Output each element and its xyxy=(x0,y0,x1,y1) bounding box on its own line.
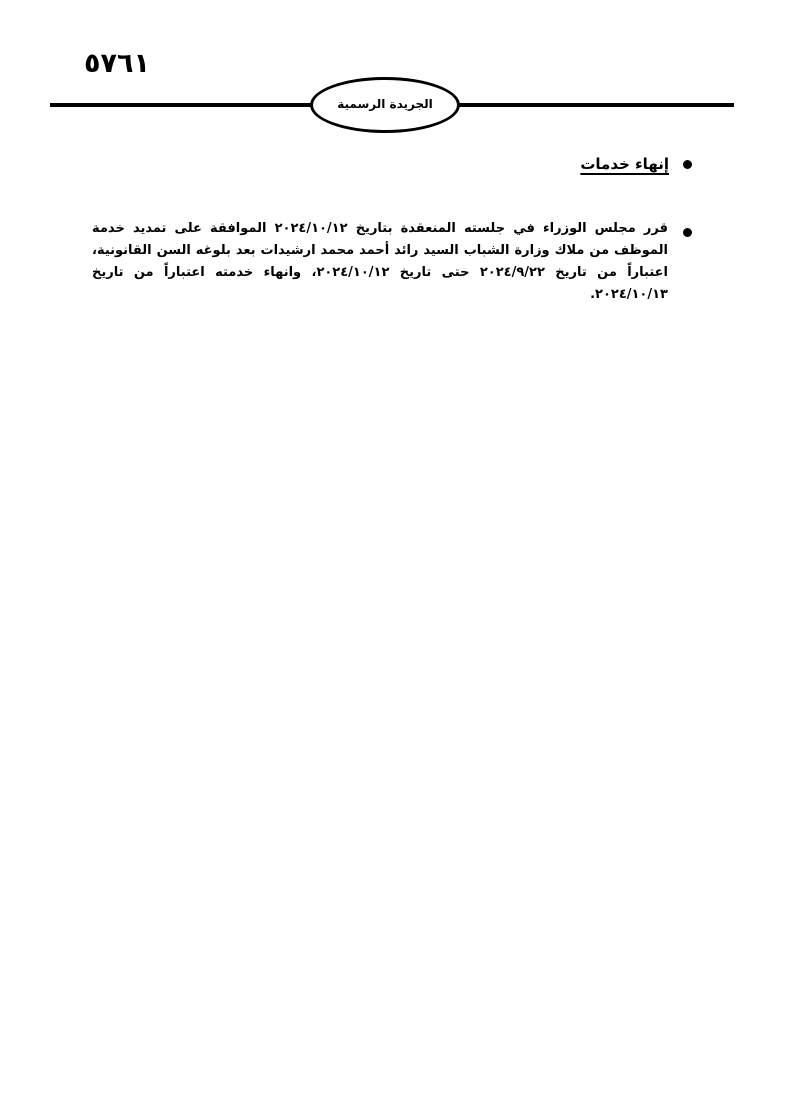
item-text: قرر مجلس الوزراء في جلسته المنعقدة بتاريخ ٢٠٢٤/١٠/١٢ الموافقة على تمديد خدمة الموظف من ملاك وزارة الشباب السيد رائد أحمد محمد ارشيدات بعد بلوغه السن القانونية، اعتباراً من تاريخ ٢٠٢٤/٩/٢٢ حتى تاريخ ٢٠٢٤/١٠/١٢، وانهاء خدمته اعتباراً من تاريخ ٢٠٢٤/١٠/١٣. xyxy=(92,221,669,302)
list-item xyxy=(92,218,692,306)
section-heading-row xyxy=(92,149,692,179)
bullet-icon xyxy=(683,160,692,169)
bullet-icon xyxy=(683,228,692,237)
page-number: ٥٧٦١ xyxy=(84,48,150,79)
masthead-title: الجريدة الرسمية xyxy=(337,97,433,111)
masthead-oval xyxy=(310,77,460,133)
section-heading: إنهاء خدمات xyxy=(580,155,669,173)
